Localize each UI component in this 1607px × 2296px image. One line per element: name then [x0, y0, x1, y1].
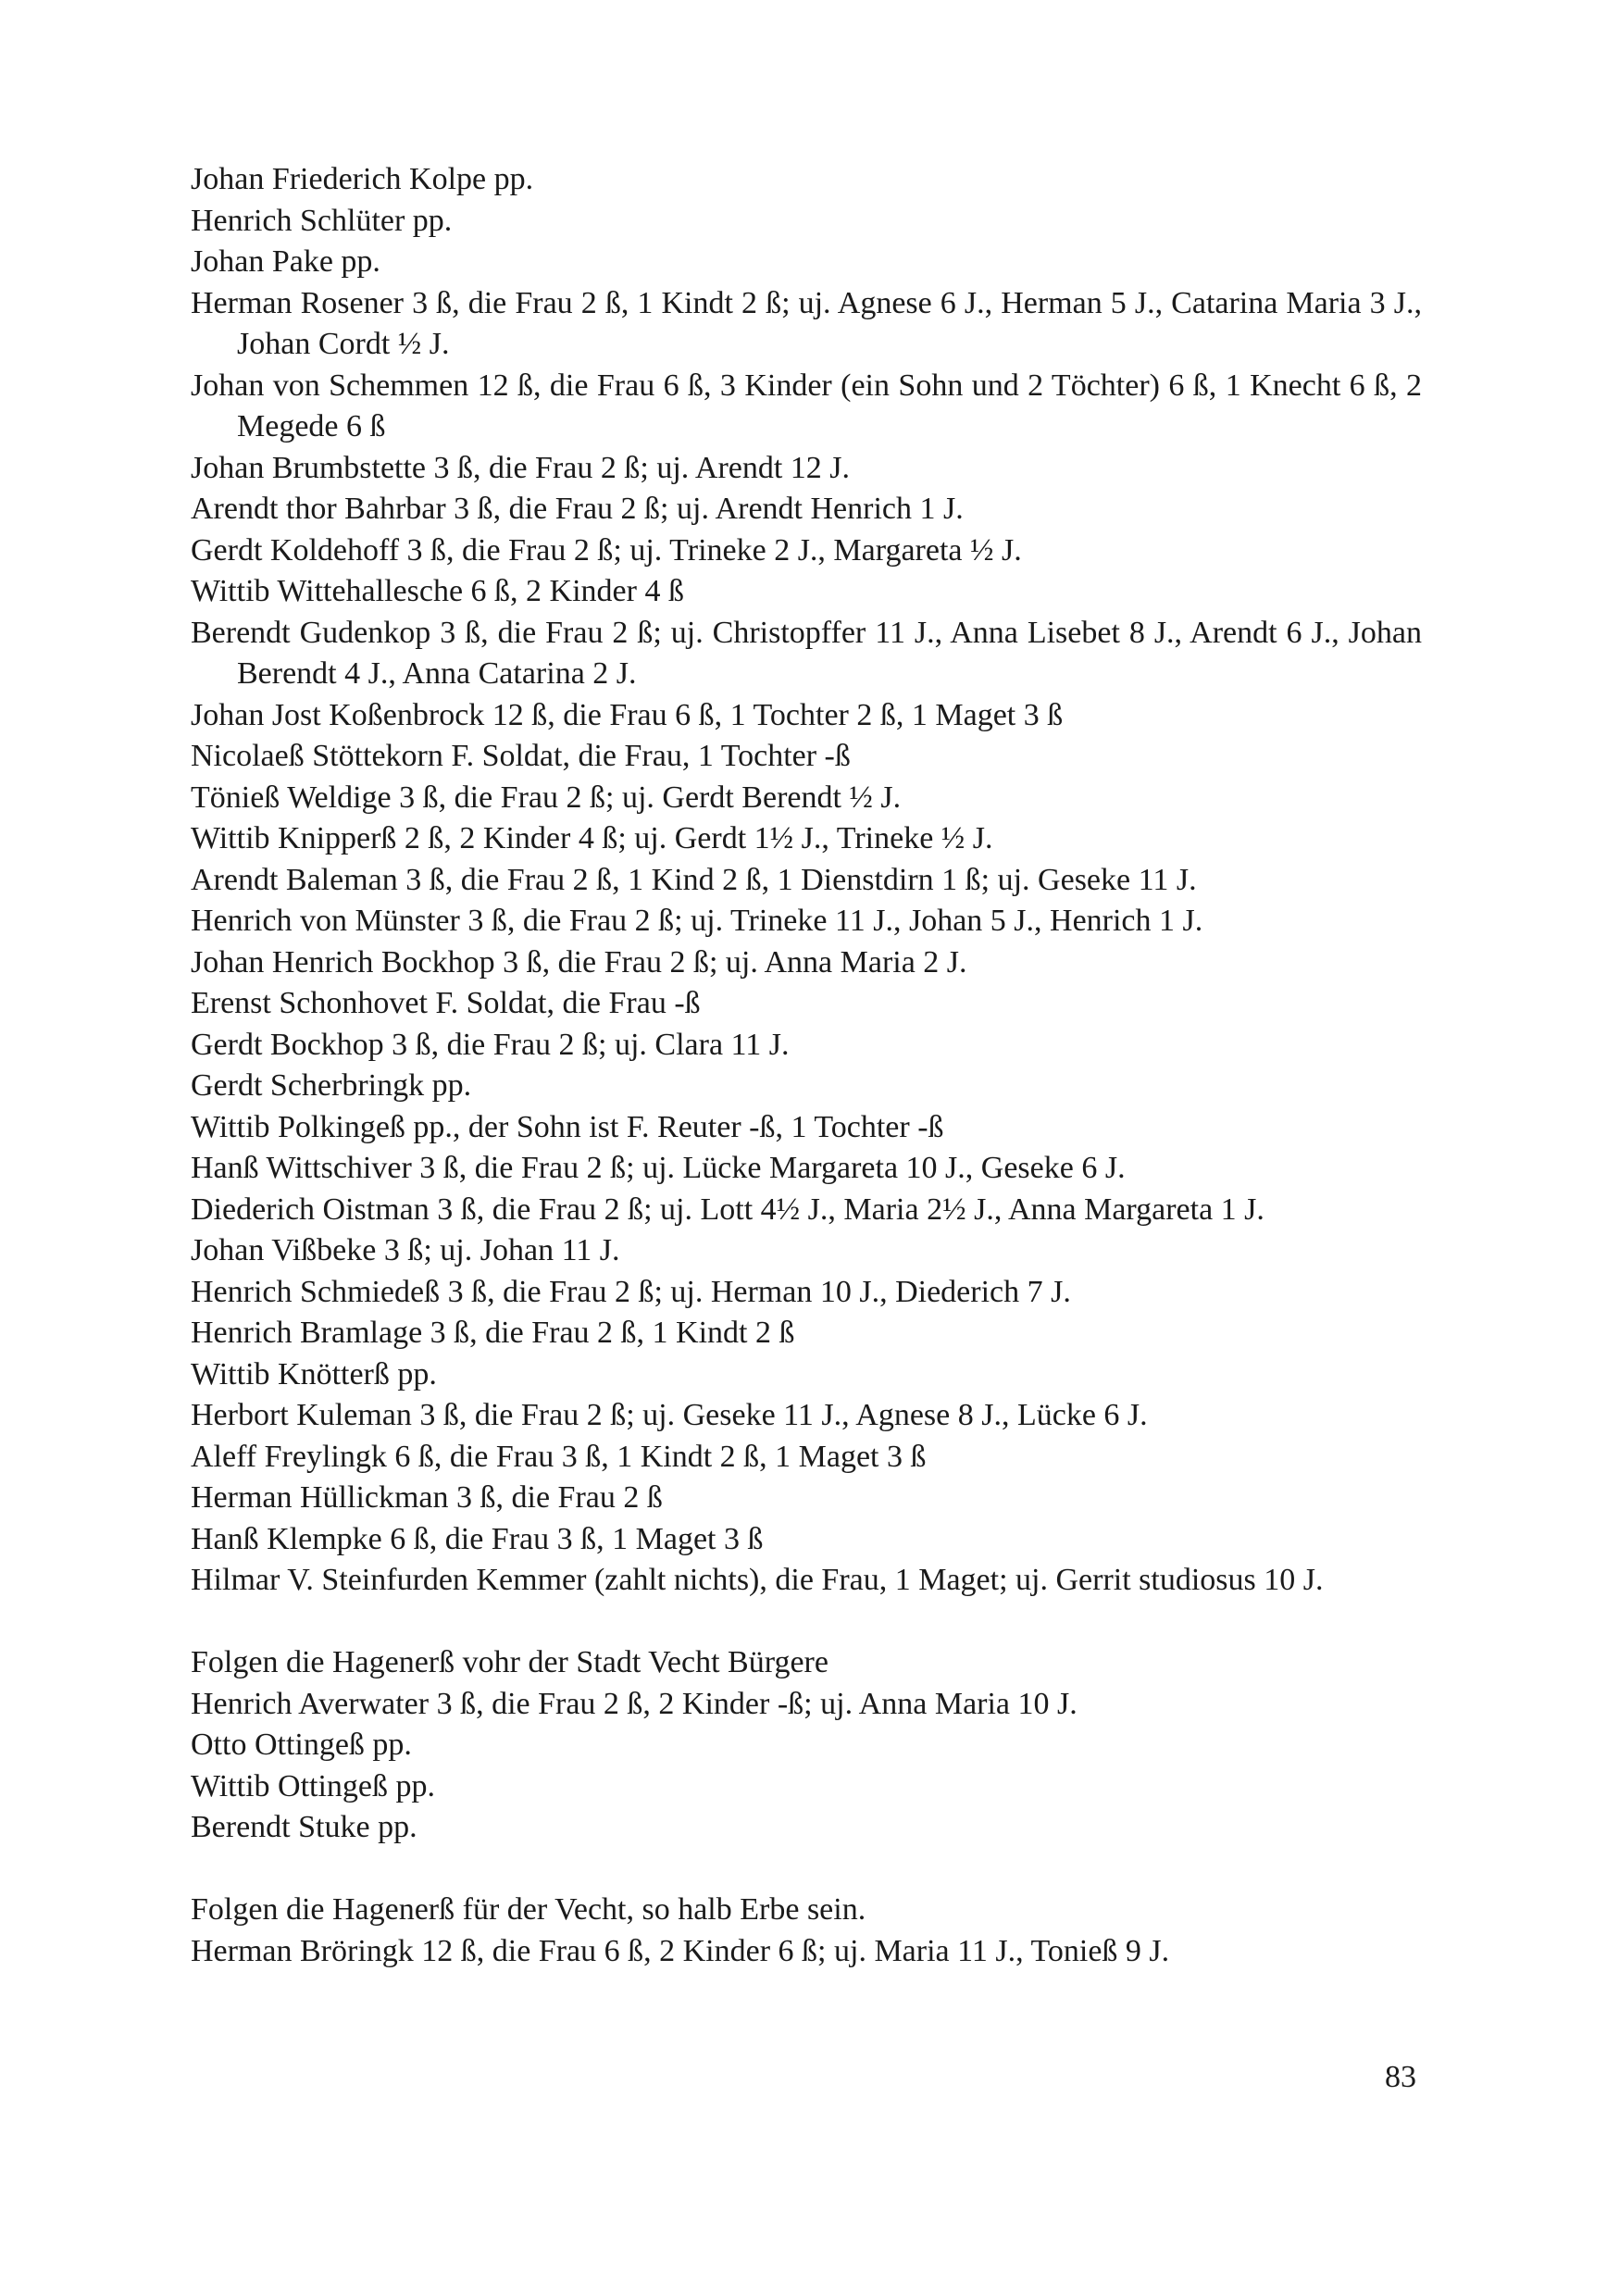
- page-number: 83: [1385, 2060, 1416, 2094]
- register-entry: Folgen die Hagenerß vohr der Stadt Vecht Bürgere: [191, 1645, 828, 1679]
- register-entry: Herbort Kuleman 3 ß, die Frau 2 ß; uj. Geseke 11 J., Agnese 8 J., Lücke 6 J.: [191, 1398, 1148, 1432]
- register-entry: Aleff Freylingk 6 ß, die Frau 3 ß, 1 Kindt 2 ß, 1 Maget 3 ß: [191, 1439, 927, 1474]
- register-entry: Gerdt Scherbringk pp.: [191, 1068, 472, 1103]
- register-entry: Tönieß Weldige 3 ß, die Frau 2 ß; uj. Gerdt Berendt ½ J.: [191, 780, 902, 815]
- register-entry: Wittib Polkingeß pp., der Sohn ist F. Reuter -ß, 1 Tochter -ß: [191, 1109, 944, 1144]
- register-entry: Berendt Gudenkop 3 ß, die Frau 2 ß; uj. Christopffer 11 J., Anna Lisebet 8 J., Arendt 6 J., Johan Berendt 4 J., Anna Catarina 2 J.: [191, 615, 1422, 691]
- register-entry: Wittib Knipperß 2 ß, 2 Kinder 4 ß; uj. Gerdt 1½ J., Trineke ½ J.: [191, 821, 993, 855]
- register-entry: Gerdt Koldehoff 3 ß, die Frau 2 ß; uj. Trineke 2 J., Margareta ½ J.: [191, 532, 1022, 568]
- register-entry: Erenst Schonhovet F. Soldat, die Frau -ß: [191, 986, 701, 1020]
- register-entry: Arendt Baleman 3 ß, die Frau 2 ß, 1 Kind 2 ß, 1 Dienstdirn 1 ß; uj. Geseke 11 J.: [191, 862, 1197, 897]
- register-entry: Johan Friederich Kolpe pp.: [191, 162, 534, 196]
- register-entry: Johan Brumbstette 3 ß, die Frau 2 ß; uj. Arendt 12 J.: [191, 450, 851, 485]
- register-entry: Diederich Oistman 3 ß, die Frau 2 ß; uj. Lott 4½ J., Maria 2½ J., Anna Margareta 1 J.: [191, 1192, 1264, 1227]
- register-entry: Henrich Bramlage 3 ß, die Frau 2 ß, 1 Kindt 2 ß: [191, 1316, 795, 1350]
- register-entry: Wittib Knötterß pp.: [191, 1356, 437, 1391]
- register-entry: Henrich Schlüter pp.: [191, 203, 453, 238]
- register-entry: Johan Pake pp.: [191, 244, 380, 279]
- register-entry: Johan Henrich Bockhop 3 ß, die Frau 2 ß; uj. Anna Maria 2 J.: [191, 944, 967, 980]
- register-entry: Gerdt Bockhop 3 ß, die Frau 2 ß; uj. Clara 11 J.: [191, 1027, 790, 1062]
- text-block: [191, 159, 1422, 1972]
- register-entry: Hilmar V. Steinfurden Kemmer (zahlt nichts), die Frau, 1 Maget; uj. Gerrit studiosus 10 J.: [191, 1563, 1324, 1597]
- register-entry: Herman Rosener 3 ß, die Frau 2 ß, 1 Kindt 2 ß; uj. Agnese 6 J., Herman 5 J., Catarina Maria 3 J., Johan Cordt ½ J.: [191, 285, 1422, 361]
- register-entry: Herman Bröringk 12 ß, die Frau 6 ß, 2 Kinder 6 ß; uj. Maria 11 J., Tonieß 9 J.: [191, 1933, 1170, 1968]
- register-entry: Henrich Averwater 3 ß, die Frau 2 ß, 2 Kinder -ß; uj. Anna Maria 10 J.: [191, 1686, 1078, 1721]
- register-entry: Johan Vißbeke 3 ß; uj. Johan 11 J.: [191, 1233, 620, 1267]
- register-entry: Hanß Wittschiver 3 ß, die Frau 2 ß; uj. Lücke Margareta 10 J., Geseke 6 J.: [191, 1151, 1126, 1185]
- register-entry: Johan Jost Koßenbrock 12 ß, die Frau 6 ß, 1 Tochter 2 ß, 1 Maget 3 ß: [191, 697, 1064, 732]
- register-section: [191, 1890, 1422, 1972]
- section-spacer: [191, 1602, 1422, 1643]
- register-entry: Folgen die Hagenerß für der Vecht, so halb Erbe sein.: [191, 1892, 866, 1927]
- register-section: [191, 1642, 1422, 1849]
- register-entry: Nicolaeß Stöttekorn F. Soldat, die Frau, 1 Tochter -ß: [191, 739, 851, 773]
- register-entry: Johan von Schemmen 12 ß, die Frau 6 ß, 3 Kinder (ein Sohn und 2 Töchter) 6 ß, 1 Knecht 6 ß, 2 Megede 6 ß: [191, 368, 1422, 443]
- section-spacer: [191, 1849, 1422, 1890]
- register-entry: Henrich von Münster 3 ß, die Frau 2 ß; uj. Trineke 11 J., Johan 5 J., Henrich 1 J.: [191, 904, 1203, 938]
- register-entry: Wittib Ottingeß pp.: [191, 1768, 435, 1803]
- register-entry: Otto Ottingeß pp.: [191, 1728, 412, 1762]
- register-entry: Hanß Klempke 6 ß, die Frau 3 ß, 1 Maget 3 ß: [191, 1521, 764, 1556]
- register-entry: Henrich Schmiedeß 3 ß, die Frau 2 ß; uj. Herman 10 J., Diederich 7 J.: [191, 1274, 1071, 1309]
- register-entry: Herman Hüllickman 3 ß, die Frau 2 ß: [191, 1480, 663, 1515]
- register-entry: Berendt Stuke pp.: [191, 1810, 417, 1844]
- register-section: [191, 159, 1422, 1602]
- register-entry: Wittib Wittehallesche 6 ß, 2 Kinder 4 ß: [191, 574, 684, 608]
- register-entry: Arendt thor Bahrbar 3 ß, die Frau 2 ß; uj. Arendt Henrich 1 J.: [191, 492, 964, 526]
